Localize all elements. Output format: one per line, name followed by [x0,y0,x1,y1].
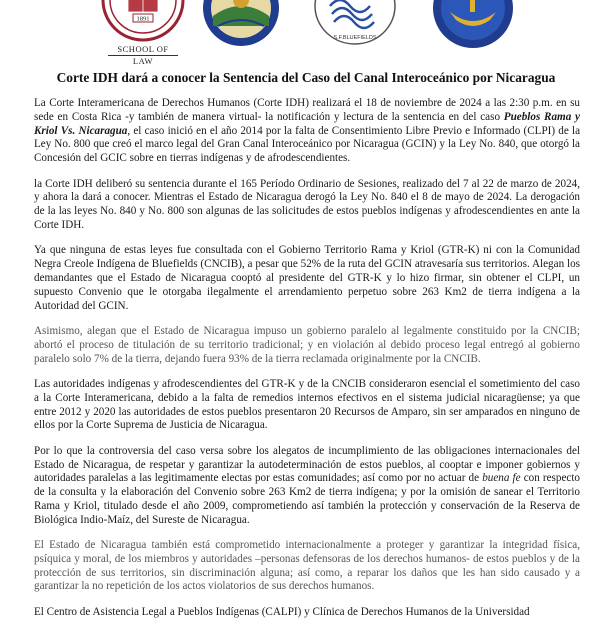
school-line-2: LAW [132,56,154,66]
community-circle-emblem [432,0,514,50]
paragraph-3: Ya que ninguna de estas leyes fue consultada con el Gobierno Territorio Rama y Kriol (GTR-K) ni con la Comunidad Negra Creole Indígena de Bluefields (CNCIB), a pesar que 52% de la ruta del GCIN atravesaría sus territorios. Alegan los demandantes que el Estado de Nicaragua cooptó al presidente del GTR-K y lo hizo firmar, sin obtener el CLPI, un supuesto Convenio que le otorgaba ilegalmente el arrendamiento perpetuo sobre 263 Km2 de tierra indígena a la Autoridad del GCIN. [34,244,580,312]
indigenous-government-emblem [200,0,282,48]
paragraph-2: la Corte IDH deliberó su sentencia durante el 165 Período Ordinario de Sesiones, realizado del 7 al 22 de marzo de 2024, y ahora la dará a conocer. Mientras el Estado de Nicaragua derogó la Ley No. 840 el 8 de mayo de 2024. La derogación de la las leyes No. 840 y No. 800 son algunas de las solicitudes de estos pueblos indígenas y afrodescendientes en ante la Corte IDH. [34,177,580,231]
buena-fe-text: buena fe [482,472,521,485]
school-of-law-seal [96,0,190,44]
paragraph-5: Las autoridades indígenas y afrodescendientes del GTR-K y de la CNCIB consideraron esencial el sometimiento del caso a la Corte Interamericana, debido a la falta de remedios internos efectivos en el sistema judicial nicaragüense; ya que entre 2012 y 2020 las autoridades de estos pueblos presentaron 20 Recursos de Amparo, sin ser amparados en ninguno de ellos por la Corte Suprema de Justicia de Nicaragua. [34,377,580,432]
header-logos [0,0,612,68]
paragraph-1 [34,97,580,166]
case-name: Pueblos Rama y Kriol Vs. Nicaragua [34,110,580,137]
paragraph-1-text-a: La Corte Interamericana de Derechos Humanos (Corte IDH) realizará el 18 de noviembre de 2024 a las 2:30 p.m. en su sede en Costa Rica -y también de manera virtual- la notificación y lectura de la sentencia en del caso [34,97,580,123]
seal-year: 1891 [136,15,150,23]
paragraph-6 [34,445,580,528]
paragraph-4: Asimismo, alegan que el Estado de Nicaragua impuso un gobierno paralelo al legalmente constituido por la CNCIB; abortó el proceso de titulación de su territorio tradicional; y en violación al debido proceso legal entregó al gobierno paralelo solo 7% de la tierra, dejando fuera 93% de la tierra reclamada originalmente por la CNCIB. [34,324,580,365]
paragraph-1-text-c: , el caso inició en el año 2014 por la falta de Consentimiento Libre Previo e Informado (CLPI) de la Ley No. 800 que creó el marco legal del Gran Canal Interoceánico por Nicaragua (GCIN) y la Ley No. 840, que otorgó la Concesión del GCIC sobre en tierras indígenas y de afrodescendientes. [34,124,581,165]
paragraph-6-text-a: Por lo que la controversia del caso versa sobre los alegatos de incumplimiento de las obligaciones internacionales del Estado de Nicaragua, de respetar y garantizar la autodeterminación de estos pueblos, al cooptar e imponer gobiernos y autoridades paralelas a las legitimamente electas por estas comunidades; así como por no actuar de [34,444,580,485]
paragraph-7: El Estado de Nicaragua también está comprometido internacionalmente a proteger y garantizar la integridad física, psíquica y moral, de los miembros y autoridades –personas defensoras de los derechos humanos- de estos pueblos y de la protección de sus territorios, sin discriminación alguna; así como, a reparar los daños que les han sido causado y a garantizar la no repetición de los actos violatorios de sus derechos humanos. [34,539,580,593]
paragraph-6-text-c: con respecto de la consulta y la elaboración del Convenio sobre 263 Km2 de tierra indígena; y por la omisión de sanear el Territorio Rama y Kriol, titulado desde el año 2009, comprometiendo así también la protección y conservación de la Reserva de Biológica Indio-Maíz, del Sureste de Nicaragua. [34,472,581,526]
article-title: Corte IDH dará a conocer la Sentencia del Caso del Canal Interoceánico por Nicaragua [56,70,556,85]
bluefields-logo-text: S.F.BLUEFIELDS [333,35,377,41]
law-divider [108,55,178,56]
school-line-1: SCHOOL OF [117,44,169,54]
paragraph-8: El Centro de Asistencia Legal a Pueblos Indígenas (CALPI) y Clínica de Derechos Humanos de la Universidad [34,605,530,618]
bluefields-community-logo [310,0,400,50]
article-body [34,97,580,631]
